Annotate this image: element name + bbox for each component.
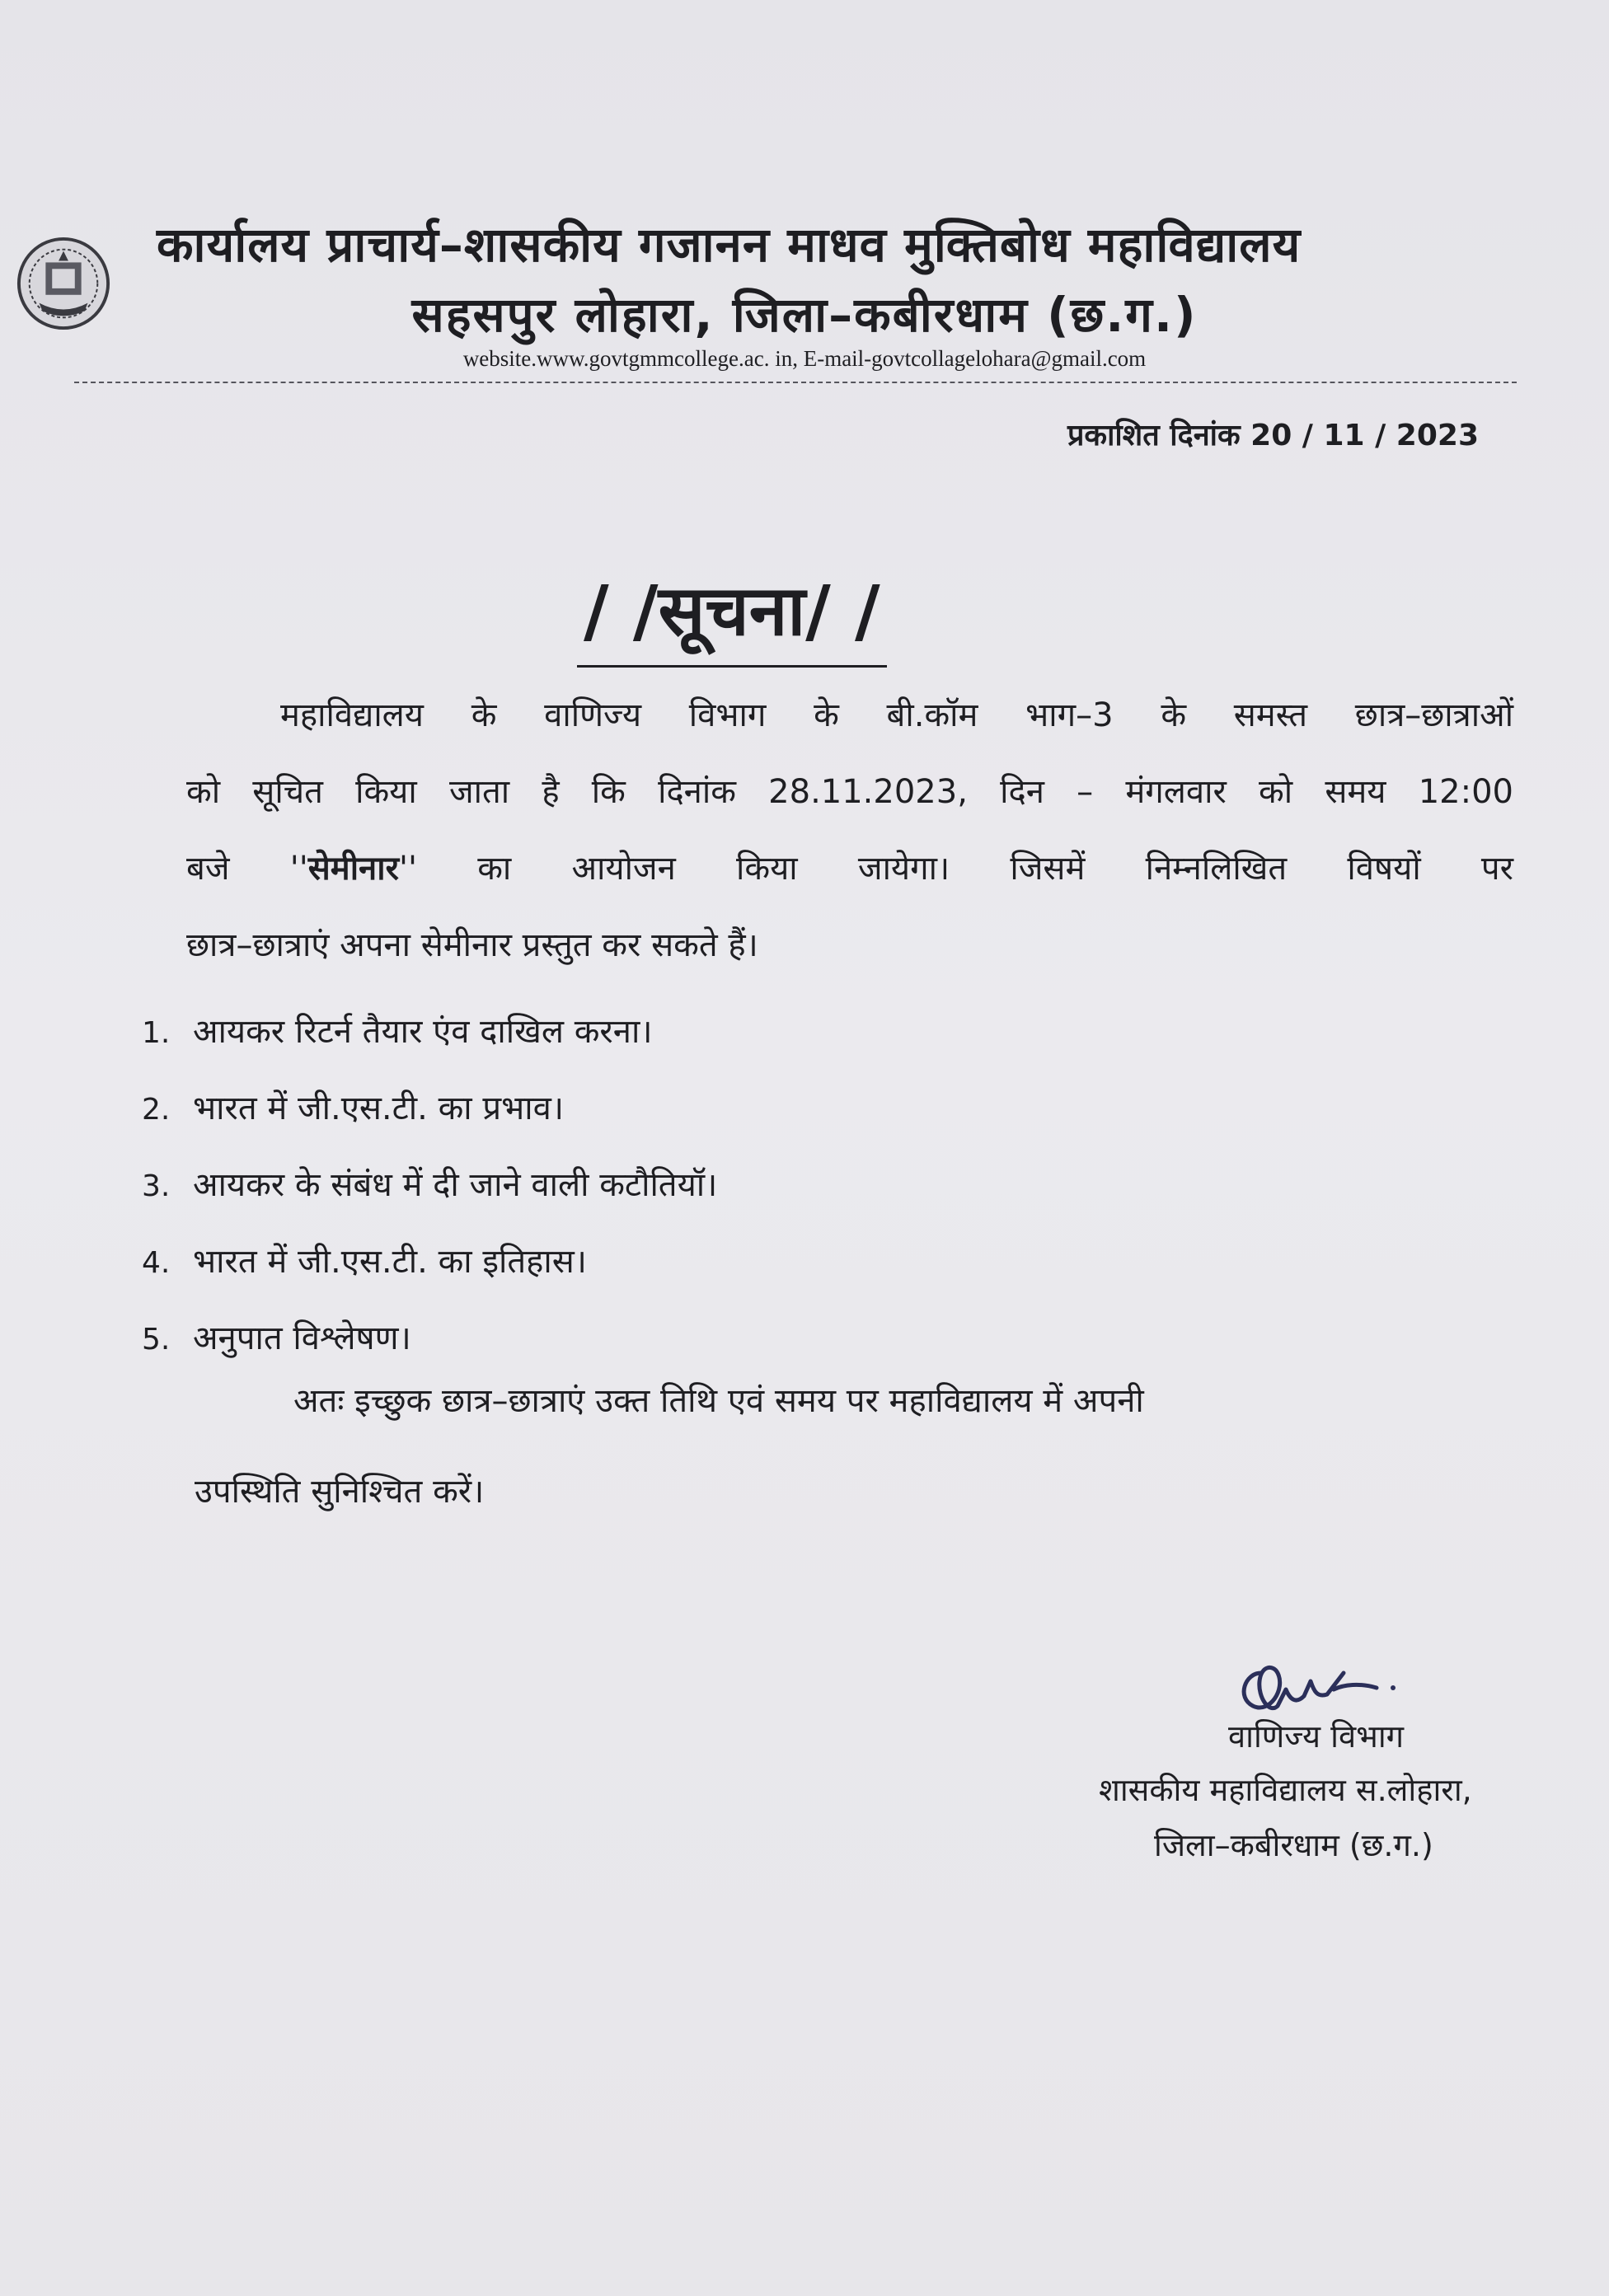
body-line-3-end: '' का आयोजन किया जायेगा। जिसमें निम्नलिखित विषयों पर [398, 850, 1513, 888]
signature-district: जिला–कबीरधाम (छ.ग.) [1154, 1827, 1433, 1863]
list-item [142, 1007, 653, 1052]
list-item [142, 1237, 587, 1282]
notice-title: / /सूचना/ / [577, 560, 887, 668]
body-line-2: को सूचित किया जाता है कि दिनांक 28.11.2023, दिन – मंगलवार को समय 12:00 [186, 773, 1513, 811]
list-item [142, 1084, 564, 1129]
published-date: प्रकाशित दिनांक 20 / 11 / 2023 [1067, 419, 1479, 452]
list-item [142, 1160, 717, 1206]
list-item-number: 2. [142, 1093, 171, 1127]
body-line-1: महाविद्यालय के वाणिज्य विभाग के बी.कॉम भाग–3 के समस्त छात्र–छात्राओं [280, 696, 1513, 734]
office-title-line2: सहसपुर लोहारा, जिला–कबीरधाम (छ.ग.) [411, 287, 1198, 343]
list-item-number: 3. [142, 1169, 171, 1203]
office-title-line1: कार्यालय प्राचार्य–शासकीय गजानन माधव मुक्तिबोध महाविद्यालय [157, 217, 1302, 273]
signature-department: वाणिज्य विभाग [1228, 1718, 1405, 1755]
list-item-number: 1. [142, 1016, 171, 1050]
closing-line-2: उपस्थिति सुनिश्चित करें। [195, 1473, 485, 1511]
list-item [142, 1314, 411, 1359]
list-item-text: भारत में जी.एस.टी. का इतिहास। [193, 1243, 587, 1281]
list-item-text: आयकर रिटर्न तैयार एंव दाखिल करना। [193, 1013, 653, 1051]
seminar-emphasis: सेमीनार [307, 850, 399, 888]
list-item-number: 5. [142, 1323, 171, 1357]
list-item-number: 4. [142, 1246, 171, 1280]
list-item-text: अनुपात विश्लेषण। [193, 1319, 411, 1357]
closing-line-1: अतः इच्छुक छात्र–छात्राएं उक्त तिथि एवं समय पर महाविद्यालय में अपनी [293, 1382, 1144, 1420]
contact-line: website.www.govtgmmcollege.ac. in, E-mail-govtcollagelohara@gmail.com [462, 346, 1147, 371]
body-line-3 [186, 831, 1513, 907]
body-line-4: छात्र–छात्राएं अपना सेमीनार प्रस्तुत कर सकते हैं। [186, 926, 758, 964]
list-item-text: भारत में जी.एस.टी. का प्रभाव। [193, 1089, 565, 1127]
body-line-3-start: बजे '' [186, 850, 308, 888]
list-item-text: आयकर के संबंध में दी जाने वाली कटौतियॉ। [193, 1166, 718, 1204]
signature-college: शासकीय महाविद्यालय स.लोहारा, [1099, 1772, 1472, 1808]
header-divider [74, 382, 1517, 383]
